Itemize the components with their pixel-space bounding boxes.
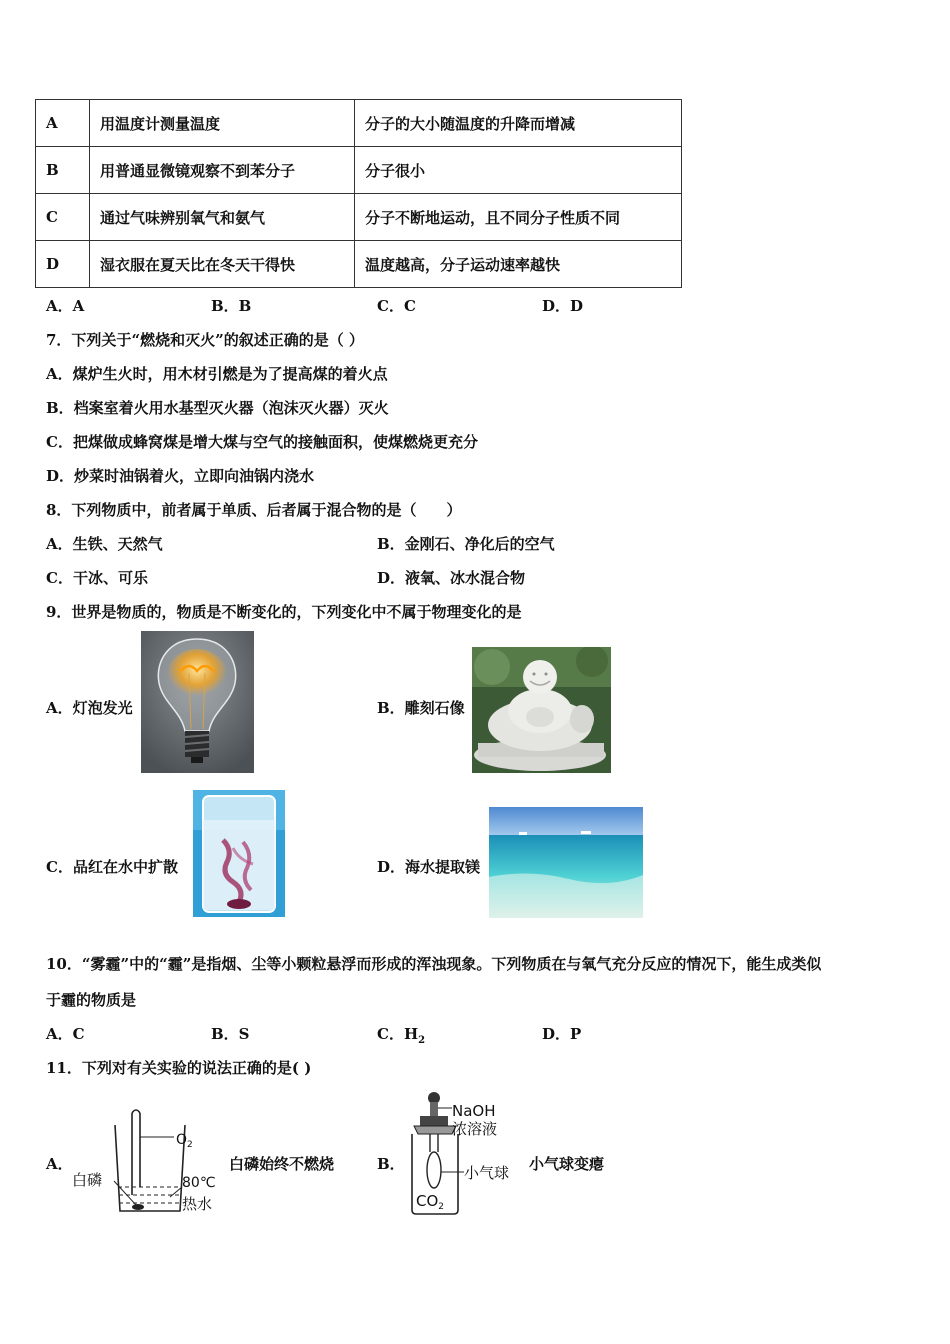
q8-option-b: B．金刚石、净化后的空气 (377, 535, 555, 553)
q9-option-b: B．雕刻石像 (377, 699, 465, 717)
q9-stem: 9．世界是物质的，物质是不断变化的，下列变化中不属于物理变化的是 (46, 603, 522, 621)
stone-statue-image (472, 647, 611, 773)
row-letter: B (36, 147, 90, 194)
table-row (36, 194, 682, 241)
q11-option-b-label: B． (377, 1155, 405, 1173)
q8-option-a: A．生铁、天然气 (46, 535, 163, 553)
q9-option-a: A．灯泡发光 (46, 699, 133, 717)
q7-stem: 7．下列关于“燃烧和灭火”的叙述正确的是（ ） (46, 331, 364, 349)
q6-option-c: C．C (377, 297, 416, 315)
table-row (36, 100, 682, 147)
co2-balloon-diagram (400, 1088, 525, 1218)
row-explanation: 分子不断地运动，且不同分子性质不同 (355, 194, 682, 241)
q7-option-a: A．煤炉生火时，用木材引燃是为了提高煤的着火点 (46, 365, 388, 383)
temperature-label: 80℃ (182, 1175, 216, 1191)
q10-option-a: A．C (46, 1025, 85, 1043)
q10-stem-line2: 于霾的物质是 (46, 991, 137, 1009)
row-explanation: 温度越高，分子运动速率越快 (355, 241, 682, 288)
o2-label: $O_2$ (176, 1132, 193, 1150)
q10-option-b: B．S (211, 1025, 250, 1043)
row-explanation: 分子很小 (355, 147, 682, 194)
hot-water-label: 热水 (182, 1195, 213, 1213)
q11-option-b-text: 小气球变瘪 (529, 1155, 605, 1173)
row-letter: D (36, 241, 90, 288)
sea-water-image (489, 807, 643, 918)
q10-stem-line1: 10．“雾霾”中的“霾”是指烟、尘等小颗粒悬浮而形成的浑浊现象。下列物质在与氧气充分反应的情况下，能生成类似 (46, 955, 822, 973)
q7-option-d: D．炒菜时油锅着火，立即向油锅内浇水 (46, 467, 315, 485)
q11-stem: 11．下列对有关实验的说法正确的是( ) (46, 1059, 312, 1077)
white-phosphorus-diagram (70, 1107, 220, 1219)
q7-option-b: B．档案室着火用水基型灭火器（泡沫灭火器）灭火 (46, 399, 389, 417)
beaker-diffusion-image (193, 790, 285, 917)
q8-option-c: C．干冰、可乐 (46, 569, 148, 587)
q11-option-a-label: A． (46, 1155, 73, 1173)
q6-option-a: A．A (46, 297, 85, 315)
co2-label: $CO_2$ (416, 1192, 445, 1212)
q9-option-c: C．品红在水中扩散 (46, 858, 178, 876)
q6-option-d: D．D (542, 297, 584, 315)
row-fact: 通过气味辨别氧气和氨气 (90, 194, 355, 241)
table-row (36, 147, 682, 194)
q8-stem: 8．下列物质中，前者属于单质、后者属于混合物的是（ ） (46, 501, 462, 519)
q6-option-b: B．B (211, 297, 252, 315)
balloon-label: 小气球 (464, 1164, 510, 1182)
concentrated-solution-label: 浓溶液 (452, 1120, 498, 1138)
row-explanation: 分子的大小随温度的升降而增减 (355, 100, 682, 147)
row-fact: 用温度计测量温度 (90, 100, 355, 147)
row-letter: C (36, 194, 90, 241)
q7-option-c: C．把煤做成蜂窝煤是增大煤与空气的接触面积，使煤燃烧更充分 (46, 433, 478, 451)
q10-option-c: C．$H_2$ (377, 1025, 426, 1046)
q11-option-a-text: 白磷始终不燃烧 (229, 1155, 335, 1173)
q8-option-d: D．液氧、冰水混合物 (377, 569, 526, 587)
row-fact: 用普通显微镜观察不到苯分子 (90, 147, 355, 194)
row-fact: 湿衣服在夏天比在冬天干得快 (90, 241, 355, 288)
light-bulb-image (141, 631, 254, 773)
row-letter: A (36, 100, 90, 147)
table-row (36, 241, 682, 288)
q10-option-d: D．P (542, 1025, 582, 1043)
q6-table (35, 99, 682, 288)
naoh-label: NaOH (452, 1102, 496, 1120)
phosphorus-label: 白磷 (72, 1171, 103, 1189)
q9-option-d: D．海水提取镁 (377, 858, 481, 876)
